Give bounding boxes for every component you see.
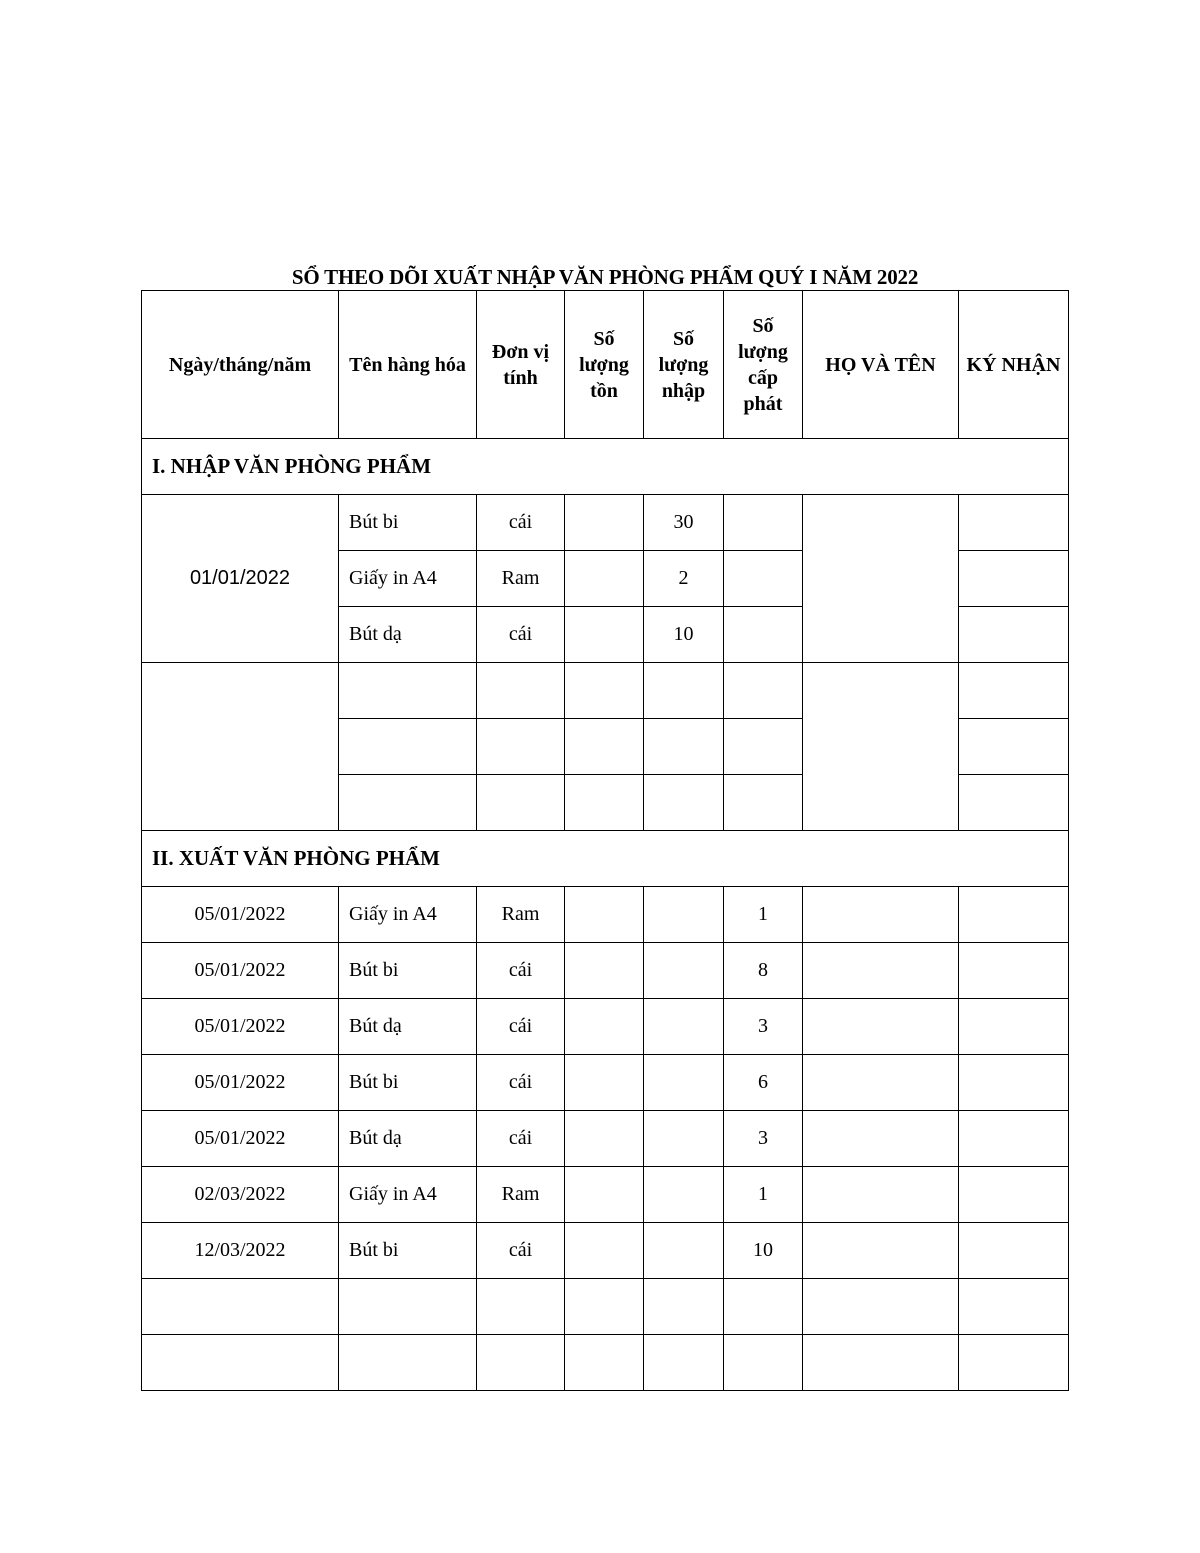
stock-qty-cell — [565, 719, 644, 775]
stock-qty-cell — [565, 1167, 644, 1223]
unit-cell: cái — [477, 1223, 565, 1279]
full-name-cell — [803, 943, 959, 999]
import-qty-cell — [644, 1223, 724, 1279]
issued-qty-cell: 1 — [724, 887, 803, 943]
full-name-cell — [803, 1279, 959, 1335]
signature-cell — [959, 943, 1069, 999]
full-name-cell — [803, 1167, 959, 1223]
item-name-cell: Bút bi — [339, 943, 477, 999]
stock-qty-cell — [565, 999, 644, 1055]
signature-cell — [959, 1167, 1069, 1223]
unit-cell — [477, 1335, 565, 1391]
item-name-cell: Giấy in A4 — [339, 551, 477, 607]
item-name-cell: Bút dạ — [339, 607, 477, 663]
signature-cell — [959, 1055, 1069, 1111]
import-qty-cell — [644, 943, 724, 999]
document-title: SỔ THEO DÕI XUẤT NHẬP VĂN PHÒNG PHẨM QUÝ I NĂM 2022 — [291, 265, 919, 289]
table-row — [142, 1167, 1069, 1223]
issued-qty-cell: 1 — [724, 1167, 803, 1223]
import-qty-cell: 2 — [644, 551, 724, 607]
table-row-empty — [142, 1335, 1069, 1391]
import-qty-cell — [644, 1167, 724, 1223]
unit-cell: cái — [477, 999, 565, 1055]
import-qty-cell: 10 — [644, 607, 724, 663]
signature-cell — [959, 663, 1069, 719]
item-name-cell: Bút bi — [339, 495, 477, 551]
section-heading-row — [142, 831, 1069, 887]
table-row — [142, 999, 1069, 1055]
stock-qty-cell — [565, 1111, 644, 1167]
col-header-date: Ngày/tháng/năm — [142, 291, 339, 439]
stock-qty-cell — [565, 551, 644, 607]
item-name-cell — [339, 1335, 477, 1391]
item-name-cell: Bút bi — [339, 1223, 477, 1279]
item-name-cell — [339, 719, 477, 775]
table-row — [142, 1055, 1069, 1111]
stock-qty-cell — [565, 607, 644, 663]
table-row — [142, 1111, 1069, 1167]
unit-cell: cái — [477, 607, 565, 663]
section-heading-row — [142, 439, 1069, 495]
full-name-cell — [803, 1223, 959, 1279]
col-header-issued-qty: Số lượng cấp phát — [724, 291, 803, 439]
item-name-cell: Bút dạ — [339, 999, 477, 1055]
unit-cell — [477, 1279, 565, 1335]
date-cell: 05/01/2022 — [142, 1055, 339, 1111]
import-qty-cell — [644, 1279, 724, 1335]
signature-cell — [959, 495, 1069, 551]
issued-qty-cell — [724, 495, 803, 551]
unit-cell: Ram — [477, 1167, 565, 1223]
issued-qty-cell — [724, 719, 803, 775]
issued-qty-cell — [724, 663, 803, 719]
col-header-item-name: Tên hàng hóa — [339, 291, 477, 439]
col-header-unit: Đơn vị tính — [477, 291, 565, 439]
import-qty-cell — [644, 1111, 724, 1167]
stock-qty-cell — [565, 1223, 644, 1279]
item-name-cell: Giấy in A4 — [339, 1167, 477, 1223]
unit-cell: Ram — [477, 887, 565, 943]
stock-qty-cell — [565, 495, 644, 551]
unit-cell: Ram — [477, 551, 565, 607]
stock-qty-cell — [565, 663, 644, 719]
full-name-cell — [803, 1335, 959, 1391]
full-name-cell — [803, 495, 959, 663]
signature-cell — [959, 887, 1069, 943]
date-cell: 05/01/2022 — [142, 999, 339, 1055]
issued-qty-cell: 3 — [724, 1111, 803, 1167]
date-cell — [142, 1279, 339, 1335]
stock-qty-cell — [565, 943, 644, 999]
import-qty-cell — [644, 663, 724, 719]
issued-qty-cell: 10 — [724, 1223, 803, 1279]
table-row — [142, 495, 1069, 551]
item-name-cell: Bút dạ — [339, 1111, 477, 1167]
import-qty-cell — [644, 775, 724, 831]
unit-cell: cái — [477, 943, 565, 999]
header-row — [142, 291, 1069, 439]
signature-cell — [959, 607, 1069, 663]
date-cell: 05/01/2022 — [142, 1111, 339, 1167]
import-qty-cell — [644, 1335, 724, 1391]
item-name-cell — [339, 1279, 477, 1335]
stock-qty-cell — [565, 1055, 644, 1111]
import-qty-cell — [644, 1055, 724, 1111]
date-cell — [142, 1335, 339, 1391]
full-name-cell — [803, 887, 959, 943]
import-qty-cell — [644, 999, 724, 1055]
issued-qty-cell: 3 — [724, 999, 803, 1055]
signature-cell — [959, 551, 1069, 607]
issued-qty-cell — [724, 551, 803, 607]
date-cell: 12/03/2022 — [142, 1223, 339, 1279]
signature-cell — [959, 999, 1069, 1055]
import-qty-cell — [644, 719, 724, 775]
date-cell: 05/01/2022 — [142, 887, 339, 943]
signature-cell — [959, 775, 1069, 831]
full-name-cell — [803, 1111, 959, 1167]
issued-qty-cell — [724, 1279, 803, 1335]
issued-qty-cell — [724, 1335, 803, 1391]
full-name-cell — [803, 663, 959, 831]
unit-cell: cái — [477, 1055, 565, 1111]
section-heading-import: I. NHẬP VĂN PHÒNG PHẨM — [142, 439, 1069, 495]
import-qty-cell — [644, 887, 724, 943]
import-date-cell: 01/01/2022 — [142, 495, 339, 663]
item-name-cell: Bút bi — [339, 1055, 477, 1111]
col-header-stock-qty: Số lượng tồn — [565, 291, 644, 439]
signature-cell — [959, 719, 1069, 775]
stock-qty-cell — [565, 1279, 644, 1335]
stock-qty-cell — [565, 1335, 644, 1391]
date-cell: 02/03/2022 — [142, 1167, 339, 1223]
signature-cell — [959, 1223, 1069, 1279]
col-header-import-qty: Số lượng nhập — [644, 291, 724, 439]
date-cell: 05/01/2022 — [142, 943, 339, 999]
issued-qty-cell: 6 — [724, 1055, 803, 1111]
table-row — [142, 887, 1069, 943]
unit-cell: cái — [477, 1111, 565, 1167]
unit-cell — [477, 719, 565, 775]
unit-cell: cái — [477, 495, 565, 551]
date-cell-empty — [142, 663, 339, 831]
table-row-empty — [142, 1279, 1069, 1335]
signature-cell — [959, 1279, 1069, 1335]
full-name-cell — [803, 1055, 959, 1111]
issued-qty-cell: 8 — [724, 943, 803, 999]
table-row-empty — [142, 663, 1069, 719]
col-header-full-name: HỌ VÀ TÊN — [803, 291, 959, 439]
stationery-ledger-table — [141, 290, 1069, 1391]
stock-qty-cell — [565, 775, 644, 831]
col-header-signature: KÝ NHẬN — [959, 291, 1069, 439]
signature-cell — [959, 1111, 1069, 1167]
import-qty-cell: 30 — [644, 495, 724, 551]
unit-cell — [477, 663, 565, 719]
table-row — [142, 1223, 1069, 1279]
full-name-cell — [803, 999, 959, 1055]
item-name-cell — [339, 663, 477, 719]
issued-qty-cell — [724, 607, 803, 663]
item-name-cell: Giấy in A4 — [339, 887, 477, 943]
unit-cell — [477, 775, 565, 831]
stock-qty-cell — [565, 887, 644, 943]
issued-qty-cell — [724, 775, 803, 831]
signature-cell — [959, 1335, 1069, 1391]
item-name-cell — [339, 775, 477, 831]
section-heading-export: II. XUẤT VĂN PHÒNG PHẨM — [142, 831, 1069, 887]
table-row — [142, 943, 1069, 999]
